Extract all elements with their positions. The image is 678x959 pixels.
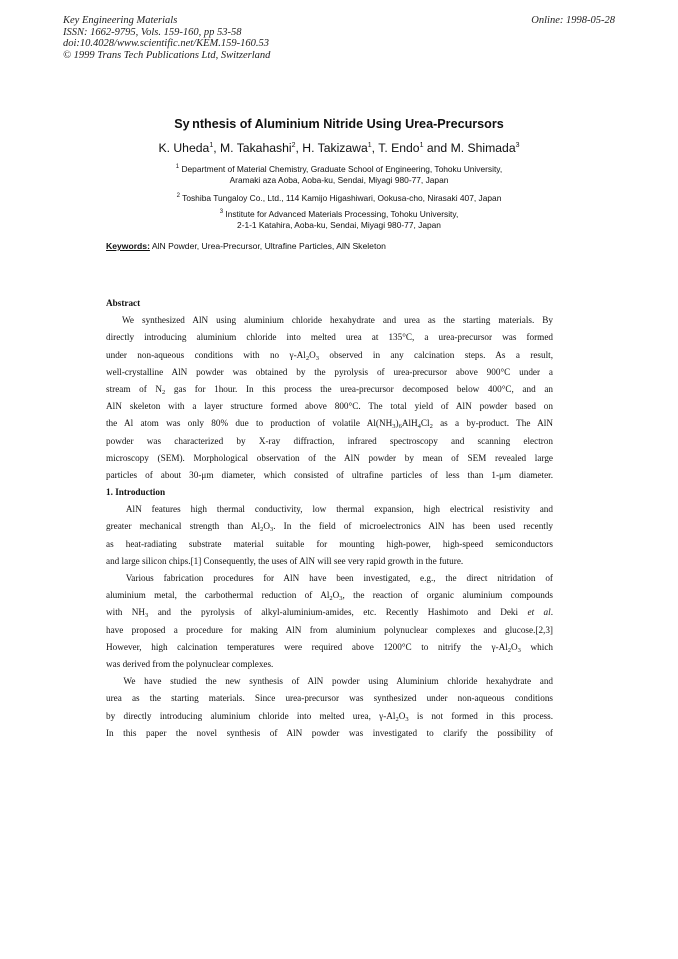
affiliation-text: Department of Material Chemistry, Graduate School of Engineering, Tohoku University, — [181, 163, 503, 174]
keywords-text: AlN Powder, Urea-Precursor, Ultrafine Particles, AlN Skeleton — [151, 241, 386, 251]
paper-title: Sy nthesis of Aluminium Nitride Using Urea-Precursors — [174, 117, 504, 131]
text-line: urea as the starting materials. Since urea-precursor was synthesized under non-aqueous conditions — [106, 693, 553, 704]
text-line: under non-aqueous conditions with no $\gamma-Al_2O_3$ observed in any calcination steps. As a result, — [106, 349, 553, 362]
author-affiliation-mark: 1 — [419, 141, 424, 149]
text-line: AlN features high thermal conductivity, low thermal expansion, high electrical resistivity and — [125, 504, 553, 515]
text-line: have proposed a procedure for making AlN from aluminium polynuclear complexes and glucose.[2,3] — [106, 624, 553, 635]
text-line: powder was characterized by X-ray diffraction, infrared spectroscopy and scanning electron — [106, 435, 553, 446]
text-line: and large silicon chips.[1] Consequently, the uses of AlN will see very rapid growth in the future. — [106, 555, 464, 566]
author-name: T. Endo — [378, 141, 420, 155]
online-date: Online: 1998-05-28 — [531, 15, 615, 26]
text-line: aluminium metal, the carbothermal reduction of $Al_2O_3$, the reaction of organic aluminium compounds — [106, 590, 553, 603]
affiliation-number: 3 — [219, 209, 224, 215]
affiliation-text: Institute for Advanced Materials Processing, Tohoku University, — [225, 208, 459, 219]
affiliation-number: 1 — [175, 164, 180, 170]
author-affiliation-mark: 1 — [367, 141, 372, 149]
doi-line: doi:10.4028/www.scientific.net/KEM.159-160.53 — [63, 38, 269, 50]
body-text — [106, 295, 553, 742]
affiliation-address: Aramaki aza Aoba, Aoba-ku, Sendai, Miyagi 980-77, Japan — [229, 175, 449, 186]
author-name: K. Uheda — [158, 141, 210, 155]
author-separator: , — [371, 141, 379, 155]
author-separator: , — [295, 141, 303, 155]
text-line: particles of about 30-μm diameter, which consisted of ultrafine particles of less than 1-μm diameter. — [106, 469, 553, 480]
text-line: the Al atom was only 80% due to production of volatile $Al(NH_3)_6AlH_4Cl_2$ as a by-product. The AlN — [106, 418, 553, 431]
keywords-label: Keywords: — [106, 241, 150, 251]
affiliation-2 — [0, 191, 678, 204]
author-affiliation-mark: 2 — [291, 141, 296, 149]
text-line: with $NH_3$ and the pyrolysis of alkyl-aluminium-amides, etc. Recently Hashimoto and Deki et al. — [106, 607, 553, 620]
author-list — [0, 141, 678, 155]
author-affiliation-mark: 1 — [209, 141, 214, 149]
text-line: In this paper the novel synthesis of AlN powder was investigated to clarify the possibility of — [106, 727, 553, 738]
copyright-line: © 1999 Trans Tech Publications Ltd, Switzerland — [63, 49, 271, 61]
affiliation-number: 2 — [176, 193, 180, 199]
text-line: We have studied the new synthesis of AlN powder using Aluminium chloride hexahydrate and — [123, 676, 553, 687]
issn-line: ISSN: 1662-9795, Vols. 159-160, pp 53-58 — [63, 26, 242, 38]
text-line: However, high calcination temperatures were required above 1200°C to nitrify the $\gamma-Al_2O_3$ which — [106, 641, 553, 654]
text-line: was derived from the polynuclear complexes. — [106, 658, 274, 669]
affiliation-text: Toshiba Tungaloy Co., Ltd., 114 Kamijo Higashiwari, Ookusa-cho, Nirasaki 407, Japan — [182, 192, 502, 203]
author-name: M. Takahashi — [220, 141, 292, 155]
abstract-heading: Abstract — [106, 298, 141, 308]
text-line: as heat-radiating substrate material suitable for mounting high-power, high-speed semiconductors — [106, 538, 553, 549]
text-line: stream of $N_2$ gas for 1hour. In this process the urea-precursor decomposed below 400°C, and an — [106, 383, 553, 396]
author-name: H. Takizawa — [302, 141, 368, 155]
journal-name: Key Engineering Materials — [63, 15, 178, 26]
text-line: well-crystalline AlN powder was obtained by the pyrolysis of urea-precursor above 900°C under a — [106, 366, 553, 377]
affiliation-3 — [0, 207, 678, 232]
text-line: greater mechanical strength than $Al_2O_3$. In the field of microelectronics AlN has been used recently — [106, 521, 553, 534]
affiliation-address: 2-1-1 Katahira, Aoba-ku, Sendai, Miyagi 980-77, Japan — [237, 220, 441, 231]
author-separator: and — [423, 141, 451, 155]
text-line: We synthesized AlN using aluminium chloride hexahydrate and urea as the starting materials. By — [122, 315, 553, 326]
journal-header — [63, 15, 615, 61]
text-line: Various fabrication procedures for AlN have been investigated, e.g., the direct nitridation of — [125, 573, 553, 583]
affiliation-1 — [0, 162, 678, 187]
text-line: AlN skeleton with a layer structure formed above 800°C. The total yield of AlN powder based on — [106, 401, 553, 412]
introduction-heading: 1. Introduction — [106, 487, 166, 498]
text-line: directly introducing aluminium chloride into melted urea at 135°C, a urea-precursor was formed — [106, 332, 553, 343]
text-line: microscopy (SEM). Morphological observation of the AlN powder by mean of SEM revealed large — [106, 452, 553, 463]
keywords-line — [106, 241, 386, 251]
author-separator: , — [213, 141, 220, 155]
author-name: M. Shimada — [450, 141, 516, 155]
author-affiliation-mark: 3 — [515, 141, 520, 149]
text-line: by directly introducing aluminium chloride into melted urea, $\gamma-Al_2O_3$ is not formed in this process. — [106, 710, 553, 723]
